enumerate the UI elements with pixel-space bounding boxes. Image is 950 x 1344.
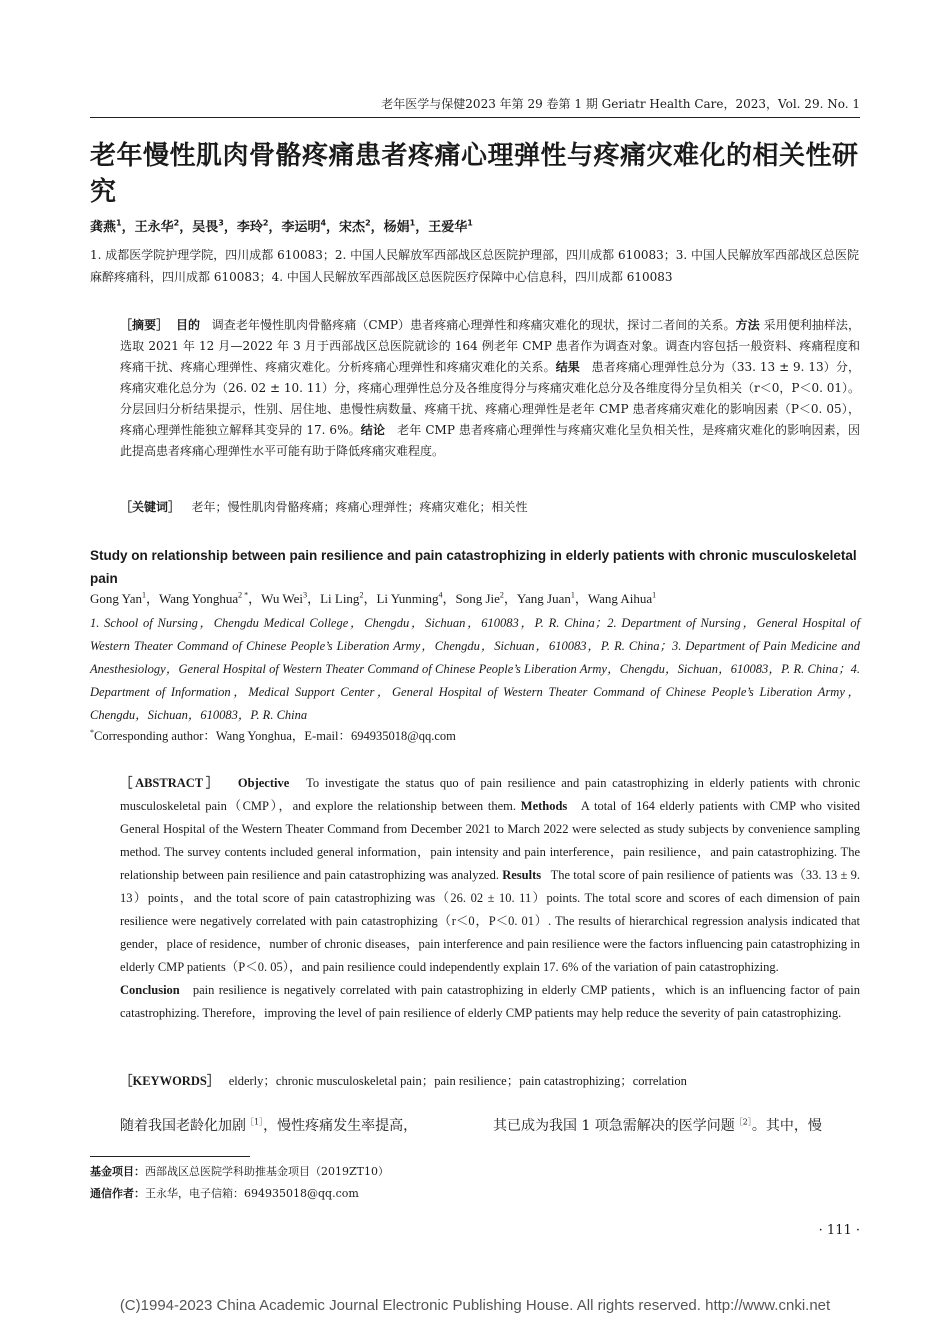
publisher-watermark: (C)1994-2023 China Academic Journal Electronic Publishing House. All rights reserved. http://www.cnki.net [119,1297,831,1314]
author-name: 宋杰 [339,220,366,235]
keywords-label: ［KEYWORDS］ [120,1074,220,1088]
body-text-left [120,1116,417,1136]
body-text-right [493,1116,822,1136]
author-affil-sup: 2 [262,218,269,228]
body-text: 。其中，慢 [751,1118,822,1134]
objective-text: 调查老年慢性肌肉骨骼疼痛（CMP）患者疼痛心理弹性和疼痛灾难化的现状，探讨二者间的关系。 [211,318,736,332]
page-title-zh: 老年慢性肌肉骨骼疼痛患者疼痛心理弹性与疼痛灾难化的相关性研究 [90,141,859,207]
results-label: 结果 [555,360,580,374]
page-title-en: Study on relationship between pain resilience and pain catastrophizing in elderly patients with chronic musculoskeletal pain [90,548,857,586]
author-name: Li Yunming [376,591,439,606]
affiliations-en: 1. School of Nursing，Chengdu Medical College，Chengdu，Sichuan，610083，P. R. China；2. Department of Nursing，General Hospital of Western Theater Command of Chinese People’s Liberation Army，Chengdu，Sichuan，610083，P. R. China；3. Department of Pain Medicine and Anesthesiology，General Hospital of Western Theater Command of Chinese People’s Liberation Army，Chengdu，Sichuan，610083，P. R. China；4. Department of Information，Medical Support Center，General Hospital of Western Theater Command of Chinese People’s Liberation Army，Chengdu，Sichuan，610083，P. R. China [90,616,860,722]
author-list-zh: 龚燕$^1$，王永华$^2$，吴畏$^3$，李玲$^2$，李运明$^4$，宋杰$^2$，杨娟$^1$，王爱华$^1$ [90,218,473,235]
author-name: Yang Juan [516,591,571,606]
footnote-divider [90,1156,250,1157]
keywords-en [120,1072,860,1090]
conclusion-text: pain resilience is negatively correlated with pain catastrophizing in elderly CMP patients，which is an influencing factor of pain catastrophizing. Therefore，improving the level of pain resilience of elderly CMP patients may help reduce the severity of pain catastrophizing. [120,983,860,1020]
author-affil-sup: 1 [116,218,122,228]
author-name: 王爱华 [428,220,468,235]
corresponding-author-en [90,727,870,745]
affiliations-zh: 1. 成都医学院护理学院，四川成都 610083；2. 中国人民解放军西部战区总医院护理部，四川成都 610083；3. 中国人民解放军西部战区总医院麻醉疼痛科，四川成都 610083；4. 中国人民解放军西部战区总医院医疗保障中心信息科，四川成都 610083 [90,248,860,284]
author-name: Wu Wei [261,591,304,606]
author-affil-sup: 1 [142,590,147,600]
author-affil-sup: 2 [359,590,364,600]
author-name: Li Ling [320,591,360,606]
keywords-label: ［关键词］ [120,500,181,514]
author-name: Song Jie [455,591,500,606]
objective-text: To investigate the status quo of pain resilience and pain catastrophizing in elderly patients with chronic musculoskeletal pain（CMP），and explore the relationship between them. [120,776,861,813]
conclusion-label: Conclusion [120,983,180,997]
author-affil-sup: 3 [218,218,224,228]
author-affil-sup: 1 [409,218,416,228]
citation-ref: ［1］ [246,1117,264,1127]
journal-header: 老年医学与保健2023 年第 29 卷第 1 期 Geriatr Health Care，2023，Vol. 29. No. 1 [381,97,860,111]
conclusion-text: 老年 CMP 患者疼痛心理弹性与疼痛灾难化呈负相关性，是疼痛灾难化的影响因素，因此提高患者疼痛心理弹性水平可能有助于降低疼痛灾难程度。 [120,423,860,458]
abstract-en [120,772,860,1025]
body-text: 随着我国老龄化加剧 [120,1118,246,1134]
objective-label: Objective [237,776,290,790]
corresponding-text: Corresponding author：Wang Yonghua，E-mail：694935018@qq.com [94,729,456,743]
author-affil-sup: 3 [303,590,308,600]
body-text: ，慢性疼痛发生率提高， [263,1118,418,1134]
author-affil-sup: 1 [467,218,473,228]
corr-label: 通信作者： [90,1187,145,1200]
conclusion-label: 结论 [360,423,386,437]
methods-text: 采用便利抽样法，选取 2021 年 12 月—2022 年 3 月于西部战区总医院就诊的 164 例老年 CMP 患者作为调查对象。调查内容包括一般资料、疼痛程度和疼痛干扰、疼痛心理弹性、疼痛灾难化。分析疼痛心理弹性和疼痛灾难化的关系。 [120,318,860,374]
author-affil-sup: 2 [173,218,180,228]
methods-label: 方法 [735,318,760,332]
abstract-label: ［摘要］ [120,318,169,332]
author-name: Gong Yan [90,591,143,606]
page-number: · 111 · [818,1223,860,1238]
results-label: Results [502,868,542,882]
fund-footnote [90,1164,389,1180]
citation-ref: ［2］ [734,1117,752,1127]
author-list-en: Gong Yan$^1$，Wang Yonghua$^{2 *}$，Wu Wei$^3$，Li Ling$^2$，Li Yunming$^4$，Song Jie$^2$，Yang Juan$^1$，Wang Aihua$^1$ [90,590,657,606]
author-name: 杨娟 [383,220,410,235]
author-name: 吴畏 [192,220,219,235]
author-name: 李玲 [236,220,263,235]
author-affil-sup: 4 [438,590,443,600]
keywords-text: elderly；chronic musculoskeletal pain；pain resilience；pain catastrophizing；correlation [228,1074,687,1088]
corresponding-mark: * [90,727,94,737]
corr-text: 王永华，电子信箱：694935018@qq.com [145,1187,359,1200]
abstract-label: ［ABSTRACT］ [120,776,221,790]
header-divider [90,117,860,118]
results-text: The total score of pain resilience of patients was（33. 13 ± 9. 13）points，and the total score of pain catastrophizing was（26. 02 ± 10. 11）points. The total score and scores of each dimension of pain resilience were negatively correlated with pain catastrophizing（r＜0，P＜0. 01）. The results of hierarchical regression analysis indicated that gender，place of residence，number of chronic diseases，pain interference and pain resilience were the factors influencing pain catastrophizing in elderly CMP patients（P＜0. 05），and pain resilience could independently explain 17. 6% of the variation of pain catastrophizing. [120,868,860,974]
author-name: Wang Aihua [587,591,653,606]
author-name: 龚燕 [90,220,117,235]
methods-text: A total of 164 elderly patients with CMP who visited General Hospital of the Western Theater Command from December 2021 to March 2022 were selected as study subjects by convenience sampling method. The survey contents included general information，pain intensity and pain interference，pain resilience，and pain catastrophizing. The relationship between pain resilience and pain catastrophizing was analyzed. [120,799,861,882]
author-affil-sup: 2 * [238,590,249,600]
author-affil-sup: 1 [570,590,575,600]
objective-label: 目的 [175,318,201,332]
author-affil-sup: 2 [365,218,371,228]
corresponding-footnote [90,1186,359,1202]
results-text: 患者疼痛心理弹性总分为（33. 13 ± 9. 13）分，疼痛灾难化总分为（26. 02 ± 10. 11）分，疼痛心理弹性总分及各维度得分与疼痛灾难化总分及各维度得分呈负相关（r＜0，P＜0. 01）。分层回归分析结果提示，性别、居住地、患慢性病数量、疼痛干扰、疼痛心理弹性是老年 CMP 患者疼痛灾难化的影响因素（P＜0. 05），疼痛心理弹性能独立解释其变异的 17. 6%。 [120,360,861,437]
author-name: Wang Yonghua [159,591,239,606]
author-affil-sup: 4 [320,218,327,228]
fund-text: 西部战区总医院学科助推基金项目（2019ZT10） [145,1165,389,1178]
keywords-zh [120,498,860,516]
author-name: 王永华 [134,220,174,235]
methods-label: Methods [520,799,568,813]
body-text: 其已成为我国 1 项急需解决的医学问题 [493,1118,735,1134]
author-affil-sup: 2 [499,590,504,600]
author-affil-sup: 1 [652,590,657,600]
author-name: 李运明 [281,220,321,235]
keywords-text: 老年；慢性肌肉骨骼疼痛；疼痛心理弹性；疼痛灾难化；相关性 [191,500,528,514]
abstract-zh [120,315,860,462]
fund-label: 基金项目： [90,1165,145,1178]
